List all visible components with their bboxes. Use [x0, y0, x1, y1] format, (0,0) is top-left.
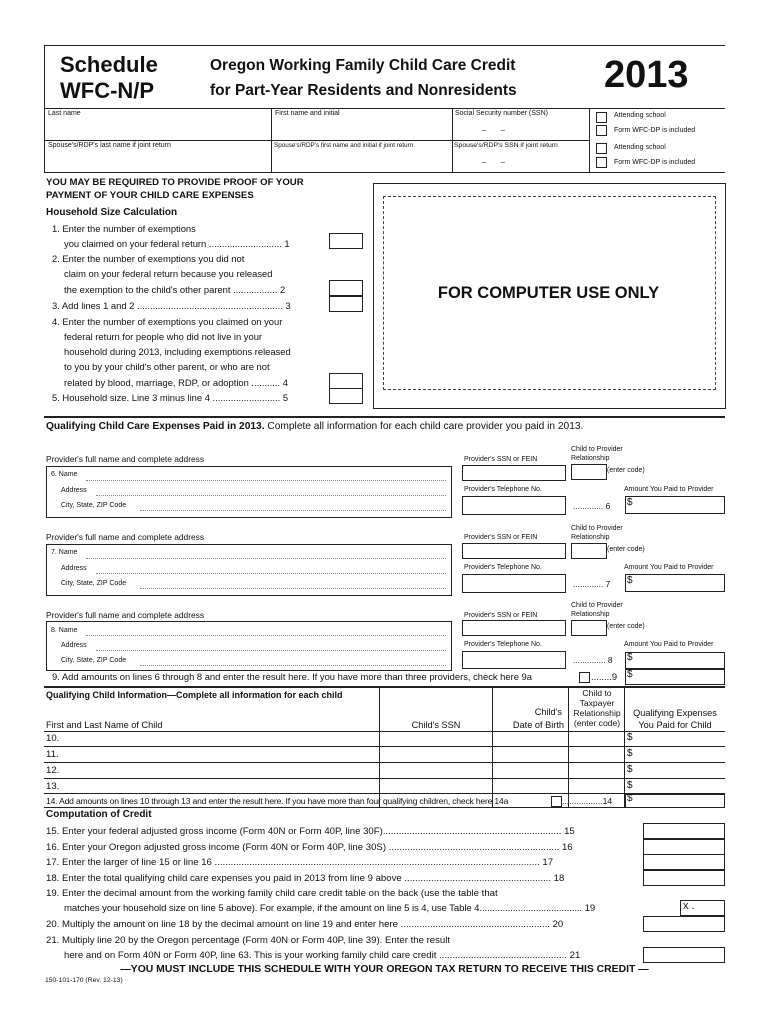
child-row[interactable]: [44, 731, 725, 747]
qualifying-expenses-heading: Qualifying Child Care Expenses Paid in 2013. Complete all information for each child care provider you paid in 2013.: [46, 421, 584, 432]
line18-input[interactable]: [643, 870, 725, 886]
spouse-form-wfcdp-checkbox[interactable]: [596, 157, 607, 168]
computation-heading: Computation of Credit: [46, 809, 152, 820]
form-title-line2: for Part-Year Residents and Nonresidents: [210, 82, 517, 99]
line20-text: 20. Multiply the amount on line 18 by the decimal amount on line 19 and enter here ........................................................ 20: [46, 919, 564, 930]
provider-name-label: 6. Name: [51, 471, 78, 478]
form-wfcdp-label: Form WFC-DP is included: [614, 127, 696, 134]
provider-city-label: City, State, ZIP Code: [61, 580, 127, 587]
child-dob-header-2: Date of Birth: [512, 720, 564, 730]
provider-block: [0, 522, 770, 598]
amount-paid-field[interactable]: [625, 496, 725, 514]
line19-value: x .: [683, 900, 695, 912]
provider-relationship-code[interactable]: [571, 543, 607, 559]
line21-input[interactable]: [643, 947, 725, 963]
line-ref: .............. 8: [573, 655, 613, 665]
provider-name-address-label: Provider's full name and complete address: [46, 454, 205, 464]
provider-city-label: City, State, ZIP Code: [61, 657, 127, 664]
spouse-last-name-label: Spouse's/RDP's last name if joint return: [48, 142, 171, 149]
footer-banner: —YOU MUST INCLUDE THIS SCHEDULE WITH YOUR OREGON TAX RETURN TO RECEIVE THIS CREDIT —: [120, 964, 649, 975]
provider-phone-field[interactable]: [462, 496, 566, 515]
child-row-number: 11.: [46, 749, 59, 760]
household-line2b: claim on your federal return because you released: [64, 268, 273, 279]
last-name-label: Last name: [48, 110, 81, 117]
household-line5: 5. Household size. Line 3 minus line 4 .......................... 5: [52, 392, 289, 403]
line14-dollar: $: [627, 793, 633, 804]
attending-school-label: Attending school: [614, 112, 666, 119]
provider-phone-field[interactable]: [462, 651, 566, 669]
ssn-label: Social Security number (SSN): [455, 110, 548, 117]
provider-name-address-label: Provider's full name and complete address: [46, 610, 205, 620]
household-line1a: 1. Enter the number of exemptions: [52, 223, 196, 234]
child-row[interactable]: [44, 779, 725, 794]
provider-ssn-field[interactable]: [462, 465, 566, 481]
dollar-sign: $: [627, 575, 633, 586]
line19b-text: matches your household size on line 5 above). For example, if the amount on line 5 is 4, use Table 4........................................ 19: [64, 903, 596, 914]
provider-ssn-label: Provider's SSN or FEIN: [464, 612, 538, 619]
line3-input[interactable]: [329, 296, 363, 312]
line15-input[interactable]: [643, 823, 725, 839]
child-row[interactable]: [44, 747, 725, 763]
provider-phone-field[interactable]: [462, 574, 566, 593]
amount-paid-field[interactable]: [625, 652, 725, 669]
child-rel-header-1: Child to: [582, 688, 612, 698]
spouse-ssn-label: Spouse's/RDP's SSN if joint return: [454, 142, 558, 149]
provider-phone-label: Provider's Telephone No.: [464, 641, 542, 648]
child-dob-header-1: Child's: [534, 707, 562, 717]
provider-city-label: City, State, ZIP Code: [61, 502, 127, 509]
line9-dollar: $: [627, 669, 633, 680]
household-line4b: federal return for people who did not live in your: [64, 331, 263, 342]
spouse-form-wfcdp-label: Form WFC-DP is included: [614, 159, 696, 166]
dollar-sign: $: [627, 652, 633, 663]
provider-address-label: Address: [61, 487, 87, 494]
provider-phone-label: Provider's Telephone No.: [464, 564, 542, 571]
provider-relationship-code[interactable]: [571, 464, 607, 480]
line14-ref: .................14: [562, 796, 613, 806]
amount-paid-label: Amount You Paid to Provider: [624, 641, 714, 648]
child-row-number: 13.: [46, 781, 60, 792]
line2-input[interactable]: [329, 280, 363, 296]
line4-input[interactable]: [329, 373, 363, 389]
children-heading: Qualifying Child Information—Complete all information for each child: [46, 690, 343, 700]
child-ssn-header: Child's SSN: [411, 720, 461, 730]
household-line4d: to you by your child's other parent, or who are not: [64, 361, 270, 372]
provider-phone-label: Provider's Telephone No.: [464, 486, 542, 493]
spouse-ssn-dashes: – –: [482, 157, 505, 166]
child-row-dollar: $: [627, 748, 633, 759]
household-line2c: the exemption to the child's other parent ................. 2: [64, 284, 286, 295]
child-to-provider-label: Child to Provider Relationship: [571, 602, 623, 618]
enter-code-label: (enter code): [607, 623, 645, 630]
line9a-checkbox[interactable]: [579, 672, 590, 683]
provider-relationship-code[interactable]: [571, 620, 607, 636]
line9-text: 9. Add amounts on lines 6 through 8 and enter the result here. If you have more than three providers, check here 9a: [52, 671, 532, 682]
provider-block: [0, 600, 770, 672]
form-title-line1: Oregon Working Family Child Care Credit: [210, 57, 516, 74]
provider-block: [0, 443, 770, 519]
line20-input[interactable]: [643, 916, 725, 932]
household-line4a: 4. Enter the number of exemptions you claimed on your: [52, 316, 283, 327]
line21b-text: here and on Form 40N or Form 40P, line 63. This is your working family child care credit ................................................ 21: [64, 950, 581, 961]
household-heading: Household Size Calculation: [46, 207, 178, 218]
child-row-dollar: $: [627, 780, 633, 791]
household-line2a: 2. Enter the number of exemptions you did not: [52, 253, 245, 264]
line14-text: 14. Add amounts on lines 10 through 13 and enter the result here. If you have more than four qualifying children, check here 14a: [46, 796, 509, 806]
line14-amount[interactable]: [625, 794, 725, 808]
schedule-label: Schedule: [60, 52, 158, 77]
first-name-label: First name and initial: [275, 110, 340, 117]
line15-text: 15. Enter your federal adjusted gross income (Form 40N or Form 40P, line 30F)................................................................... 15: [46, 826, 575, 837]
tax-year: 2013: [604, 54, 689, 96]
line17-text: 17. Enter the larger of line 15 or line 16 .......................................................................................................................... 17: [46, 857, 554, 868]
proof-warning-2: PAYMENT OF YOUR CHILD CARE EXPENSES: [46, 190, 254, 201]
spouse-attending-school-checkbox[interactable]: [596, 143, 607, 154]
household-line3: 3. Add lines 1 and 2 ........................................................ 3: [52, 300, 291, 311]
child-to-provider-label: Child to Provider Relationship: [571, 446, 623, 462]
schedule-id: WFC-N/P: [60, 78, 155, 103]
computer-use-label: FOR COMPUTER USE ONLY: [437, 284, 660, 302]
provider-name-label: 7. Name: [51, 549, 78, 556]
line1-input[interactable]: [329, 233, 363, 249]
line16-text: 16. Enter your Oregon adjusted gross income (Form 40N or Form 40P, line 30S) ................................................................ 16: [46, 842, 573, 853]
line19a-text: 19. Enter the decimal amount from the working family child care credit table on the back (use the table that: [46, 888, 498, 899]
attending-school-checkbox[interactable]: [596, 112, 607, 123]
provider-ssn-field[interactable]: [462, 620, 566, 636]
provider-ssn-label: Provider's SSN or FEIN: [464, 456, 538, 463]
amount-paid-label: Amount You Paid to Provider: [624, 564, 714, 571]
line-ref: ............. 6: [573, 501, 611, 511]
line-ref: ............. 7: [573, 579, 611, 589]
household-line1b: you claimed on your federal return ............................ 1: [64, 238, 290, 249]
provider-address-label: Address: [61, 642, 87, 649]
enter-code-label: (enter code): [607, 546, 645, 553]
amount-paid-field[interactable]: [625, 574, 725, 592]
spouse-attending-school-label: Attending school: [614, 144, 666, 151]
child-rel-header-2: Taxpayer: [579, 698, 615, 708]
household-line4c: household during 2013, including exemptions released: [64, 346, 291, 357]
child-row-dollar: $: [627, 764, 633, 775]
line17-input[interactable]: [643, 854, 725, 870]
line9-amount[interactable]: [625, 669, 725, 685]
child-row-dollar: $: [627, 732, 633, 743]
enter-code-label: (enter code): [607, 467, 645, 474]
line21a-text: 21. Multiply line 20 by the Oregon percentage (Form 40N or Form 40P, line 39). Enter the result: [46, 935, 451, 946]
child-row[interactable]: [44, 763, 725, 779]
line9-ref: ........9: [591, 671, 618, 682]
form-wfcdp-checkbox[interactable]: [596, 125, 607, 136]
household-line4e: related by blood, marriage, RDP, or adoption ........... 4: [64, 377, 288, 388]
form-number: 150-101-170 (Rev. 12-13): [45, 977, 123, 984]
child-name-header: First and Last Name of Child: [46, 720, 163, 730]
provider-ssn-label: Provider's SSN or FEIN: [464, 534, 538, 541]
child-row-number: 10.: [46, 733, 60, 744]
proof-warning-1: YOU MAY BE REQUIRED TO PROVIDE PROOF OF YOUR: [46, 177, 304, 188]
provider-name-address-label: Provider's full name and complete address: [46, 532, 205, 542]
amount-paid-label: Amount You Paid to Provider: [624, 486, 714, 493]
child-rel-header-3: Relationship: [573, 708, 621, 718]
provider-ssn-field[interactable]: [462, 543, 566, 559]
line5-input[interactable]: [329, 388, 363, 404]
child-amount-header-2: You Paid for Child: [638, 720, 712, 730]
dollar-sign: $: [627, 497, 633, 508]
spouse-first-name-label: Spouse's/RDP's first name and initial if joint return: [274, 142, 414, 149]
child-rel-header-4: (enter code): [573, 718, 621, 728]
child-row-number: 12.: [46, 765, 60, 776]
child-amount-header-1: Qualifying Expenses: [633, 708, 717, 718]
ssn-dashes: – –: [482, 125, 505, 134]
provider-address-label: Address: [61, 565, 87, 572]
line16-input[interactable]: [643, 839, 725, 855]
provider-name-label: 8. Name: [51, 627, 78, 634]
child-to-provider-label: Child to Provider Relationship: [571, 525, 623, 541]
line18-text: 18. Enter the total qualifying child care expenses you paid in 2013 from line 9 above ....................................................... 18: [46, 873, 565, 884]
line14a-checkbox[interactable]: [551, 796, 562, 807]
